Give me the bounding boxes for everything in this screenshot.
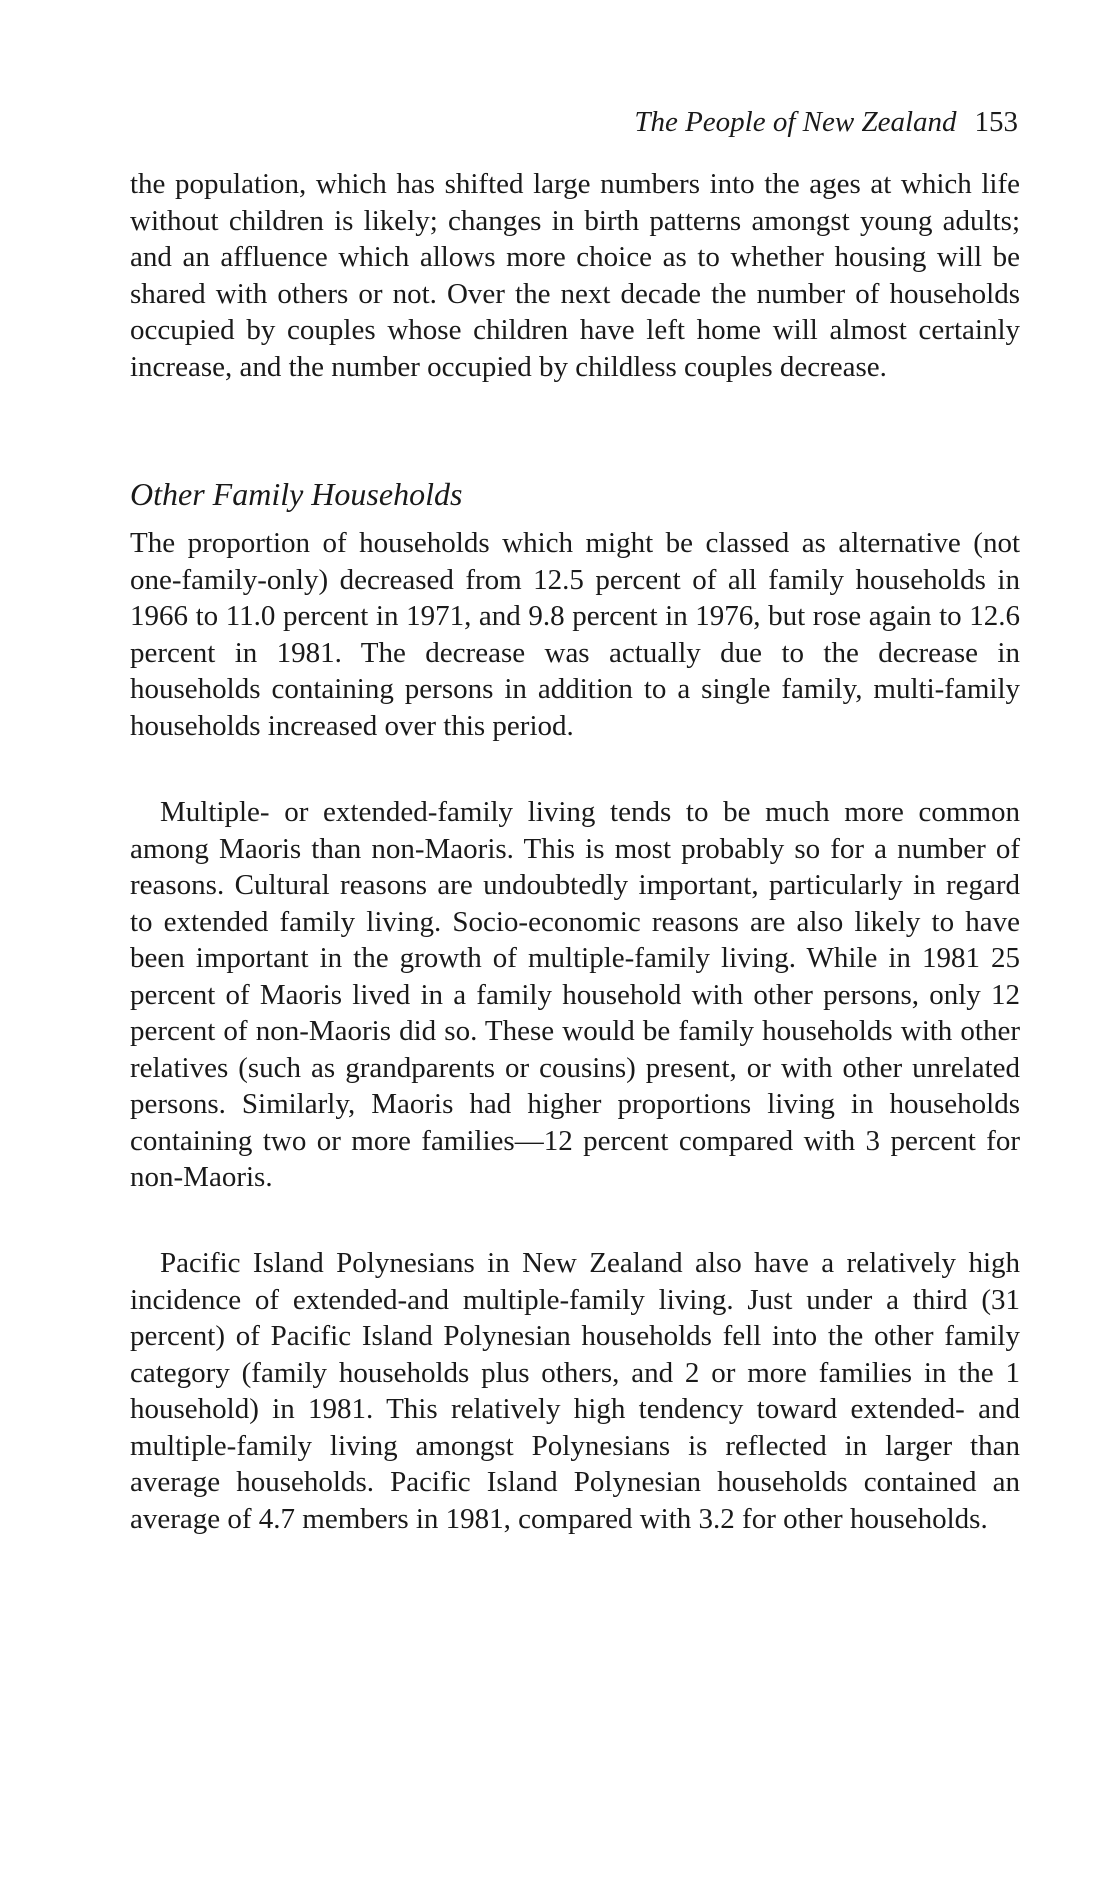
paragraph-maori-households <box>130 794 1020 1196</box>
paragraph-text: Pacific Island Polynesians in New Zealand also have a relatively high incidence of extended-and multiple-family living. Just under a third (31 percent) of Pacific Island Polynesian households fell into the other family category (family households plus others, and 2 or more families in the 1 household) in 1981. This relatively high tendency toward extended- and multiple-family living amongst Polynesians is reflected in larger than average households. Pacific Island Polynesian households contained an average of 4.7 members in 1981, compared with 3.2 for other households. <box>130 1247 1020 1535</box>
paragraph-text: Multiple- or extended-family living tends to be much more common among Maoris than non-Maoris. This is most probably so for a number of reasons. Cultural reasons are undoubtedly important, particularly in regard to extended family living. Socio-economic reasons are also likely to have been important in the growth of multiple-family living. While in 1981 25 percent of Maoris lived in a family household with other persons, only 12 percent of non-Maoris did so. These would be family households with other relatives (such as grandparents or cousins) present, or with other unrelated persons. Similarly, Maoris had higher proportions living in households containing two or more families—12 percent compared with 3 percent for non-Maoris. <box>130 796 1020 1193</box>
paragraph-continuation <box>130 166 1020 385</box>
page-number: 153 <box>974 106 1018 138</box>
paragraph-alternative-households <box>130 525 1020 744</box>
paragraph-text: the population, which has shifted large numbers into the ages at which life without children is likely; changes in birth patterns amongst young adults; and an affluence which allows more choice as to whether housing will be shared with others or not. Over the next decade the number of households occupied by couples whose children have left home will almost certainly increase, and the number occupied by childless couples decrease. <box>130 168 1020 383</box>
paragraph-pacific-island-households <box>130 1245 1020 1537</box>
running-head <box>634 104 1018 140</box>
paragraph-text: The proportion of households which might be classed as alternative (not one-family-only) decreased from 12.5 percent of all family households in 1966 to 11.0 percent in 1971, and 9.8 percent in 1976, but rose again to 12.6 percent in 1981. The decrease was actually due to the decrease in households containing persons in addition to a single family, multi-family households increased over this period. <box>130 527 1020 742</box>
section-heading: Other Family Households <box>130 476 463 512</box>
running-head-title: The People of New Zealand <box>634 106 957 138</box>
